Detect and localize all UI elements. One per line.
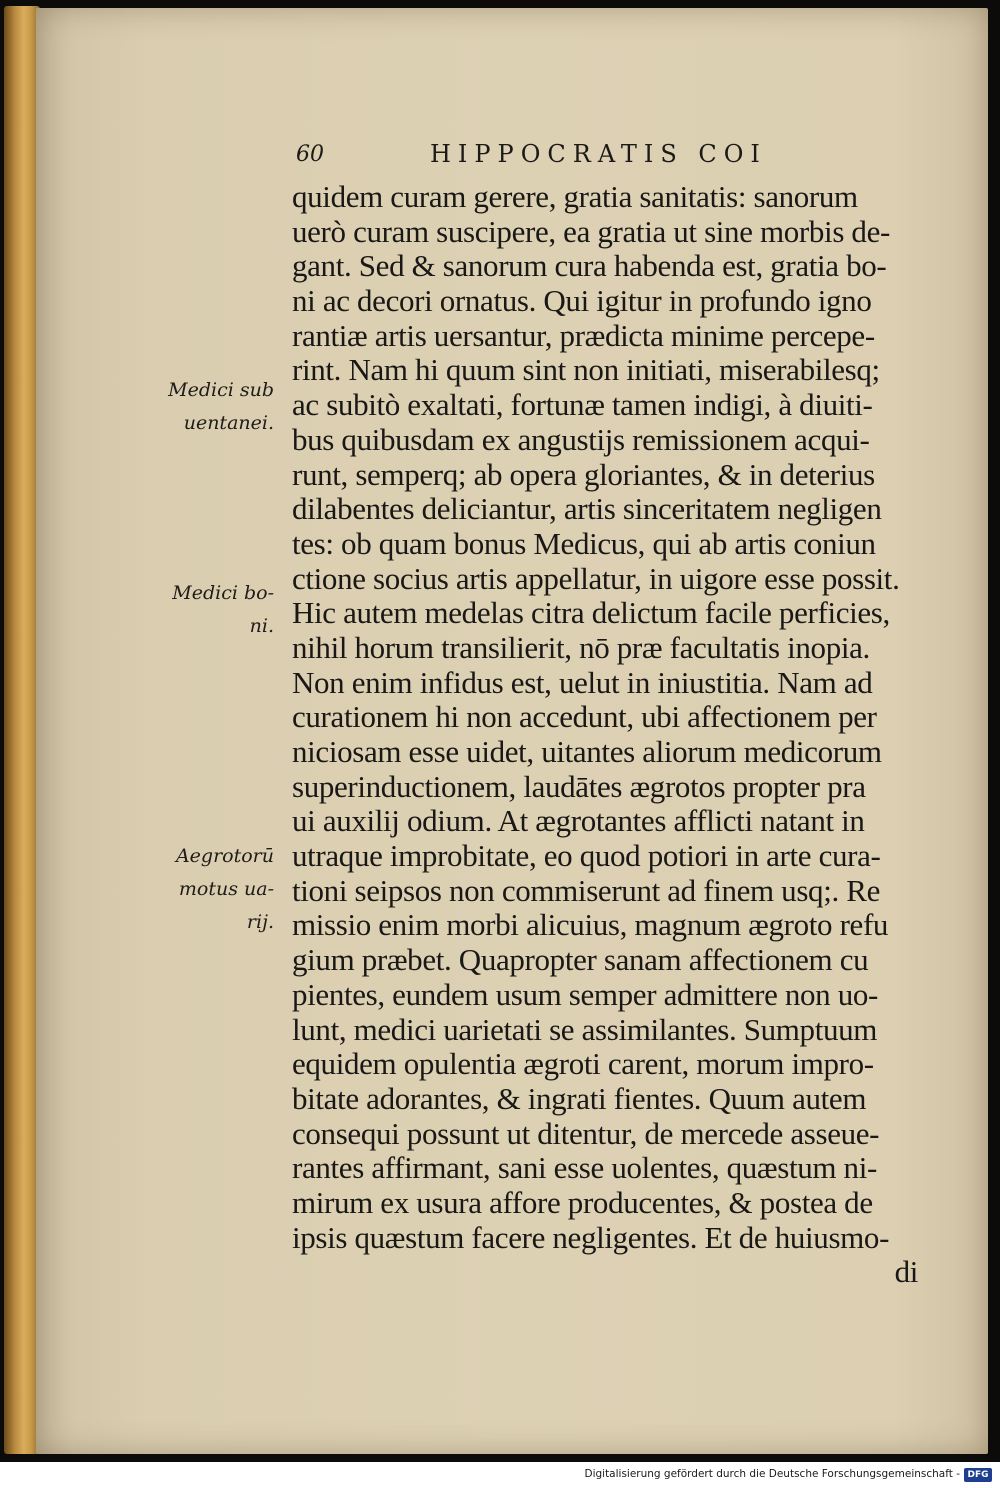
margin-note-line: Medici sub: [168, 379, 274, 401]
text-line: bitate adorantes, & ingrati fientes. Quum autem: [292, 1080, 867, 1116]
funding-credit: Digitalisierung gefördert durch die Deutsche Forschungsgemeinschaft -: [584, 1468, 960, 1480]
text-line: ac subitò exaltati, fortunæ tamen indigi, à diuiti-: [292, 387, 873, 423]
running-title: HIPPOCRATIS COI: [430, 140, 767, 168]
text-line: gant. Sed & sanorum cura habenda est, gratia bo-: [292, 248, 887, 284]
margin-note-line: ni.: [249, 615, 274, 637]
text-line: ui auxilij odium. At ægrotantes afflicti natant in: [292, 803, 865, 839]
text-line: niciosam esse uidet, uitantes aliorum medicorum: [292, 734, 882, 769]
margin-note-medici-boni: [172, 577, 274, 643]
text-line: rint. Nam hi quum sint non initiati, miserabilesq;: [292, 352, 880, 388]
text-line: gium præbet. Quapropter sanam affectionem cu: [292, 942, 869, 978]
text-line: Non enim infidus est, uelut in iniustitia. Nam ad: [292, 664, 873, 700]
text-line: ctione socius artis appellatur, in uigore esse possit.: [292, 560, 900, 596]
text-line: mirum ex usura affore producentes, & postea de: [292, 1184, 873, 1220]
text-line: utraque improbitate, eo quod potiori in arte cura-: [292, 838, 881, 874]
margin-note-line: Aegrotorū: [175, 845, 274, 867]
book-fore-edge: [4, 6, 40, 1454]
text-line: lunt, medici uarietati se assimilantes. Sumptuum: [292, 1011, 878, 1047]
text-line: quidem curam gerere, gratia sanitatis: sanorum: [292, 179, 858, 214]
text-line: dilabentes deliciantur, artis sinceritatem negligen: [292, 491, 882, 527]
text-line: equidem opulentia ægroti carent, morum impro-: [292, 1046, 874, 1082]
text-line: ni ac decori ornatus. Qui igitur in profundo igno: [292, 283, 872, 319]
text-line: rantiæ artis uersantur, prædicta minime percepe-: [292, 317, 875, 353]
text-line: runt, semperq; ab opera gloriantes, & in deterius: [292, 456, 875, 492]
text-line: superinductionem, laudātes ægrotos propter pra: [292, 768, 866, 804]
page-number: 60: [296, 142, 324, 167]
margin-note-line: Medici bo-: [172, 582, 274, 604]
text-line: Hic autem medelas citra delictum facile perficies,: [292, 595, 890, 631]
text-line: nihil horum transilierit, nō præ facultatis inopia.: [292, 629, 870, 665]
margin-note-aegrotorum-motus: [176, 840, 274, 939]
text-line: curationem hi non accedunt, ubi affectionem per: [292, 699, 877, 735]
text-line: tioni seipsos non commiserunt ad finem usq;. Re: [292, 872, 880, 908]
margin-note-line: rij.: [246, 911, 274, 933]
text-line: missio enim morbi alicuius, magnum ægroto refu: [292, 907, 889, 943]
text-line: bus quibusdam ex angustijs remissionem acqui-: [292, 421, 870, 457]
text-line: uerò curam suscipere, ea gratia ut sine morbis de-: [292, 213, 890, 249]
margin-note-line: uentanei.: [183, 412, 274, 434]
margin-note-medici-subuentanei: [168, 374, 274, 440]
catchword: di: [894, 1254, 918, 1290]
running-head: [290, 140, 830, 174]
body-text: [292, 180, 932, 1290]
dfg-logo-icon: DFG: [964, 1468, 992, 1482]
footer-bar: [0, 1462, 1000, 1488]
margin-note-line: motus ua-: [178, 878, 274, 900]
text-line: ipsis quæstum facere negligentes. Et de huiusmo-: [292, 1219, 890, 1255]
text-line: consequi possunt ut ditentur, de mercede asseue-: [292, 1115, 880, 1151]
text-line: rantes affirmant, sani esse uolentes, quæstum ni-: [292, 1150, 877, 1186]
text-line: tes: ob quam bonus Medicus, qui ab artis coniun: [292, 525, 876, 561]
text-line: pientes, eundem usum semper admittere non uo-: [292, 976, 879, 1012]
